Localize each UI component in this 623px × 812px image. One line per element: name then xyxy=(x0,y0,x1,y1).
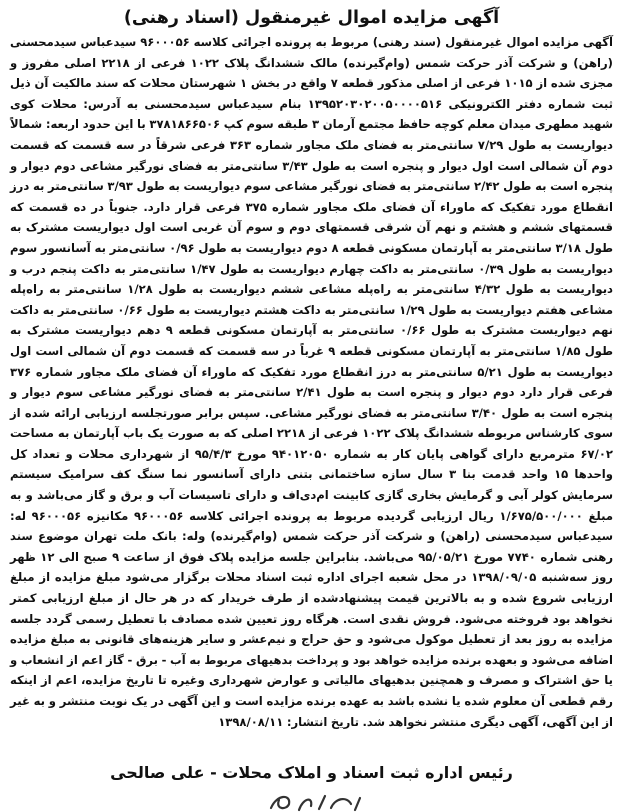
notice-body: آگهی مزایده اموال غیرمنقول (سند رهنی) مربوط به پرونده اجرائی کلاسه ۹۶۰۰۰۵۶ سیدعباس سیدمحسنی (راهن) و شرکت آذر حرکت شمس (وام‌گیرنده) مالک ششدانگ پلاک ۱۰۲۲ فرعی از ۲۲۱۸ اصلی مفروز و مجزی شده از ۱۰۱۵ فرعی از اصلی مذکور قطعه ۷ واقع در بخش ۱ شهرستان محلات که سند مالکیت آن ذیل ثبت شماره دفتر الکترونیکی ۱۳۹۵۲۰۳۰۲۰۰۵۰۰۰۰۵۱۶ بنام سیدعباس سیدمحسنی به آدرس: محلات کوی شهید مطهری میدان معلم کوچه حافظ مجتمع آرمان ۳ طبقه سوم کپ ۳۷۸۱۸۶۶۵۰۶ با این حدود اربعه: شمالاً دیواریست به طول ۷/۲۹ سانتی‌متر به فضای ملک مجاور شماره ۳۶۳ فرعی شرقاً در سه قسمت که قسمت دوم آن شمالی است اول دیوار و پنجره است به طول ۳/۴۳ سانتی‌متر به فضای نورگیر مشاعی دوم دیوار و پنجره است به طول ۲/۴۲ سانتی‌متر به فضای نورگیر مشاعی سوم دیواریست به طول ۳/۹۳ سانتی‌متر به درز انقطاع مورد تفکیک که ماوراء آن فضای ملک مجاور شماره ۳۷۵ فرعی قرار دارد. جنوباً در ده قسمت که قسمتهای ششم و هشتم و نهم آن شرقی قسمتهای دوم و سوم آن غربی است اول دیواریست مشترک به طول ۳/۱۸ سانتی‌متر به آپارتمان مسکونی قطعه ۸ دوم دیواریست به طول ۰/۹۶ سانتی‌متر به آسانسور سوم دیواریست به طول ۰/۳۹ سانتی‌متر به داکت چهارم دیواریست به طول ۱/۴۷ سانتی‌متر به داکت پنجم درب و دیواریست به طول ۴/۳۲ سانتی‌متر به راه‌پله مشاعی ششم دیواریست به طول ۱/۲۸ سانتی‌متر به راه‌پله مشاعی هفتم دیواریست به طول ۱/۲۹ سانتی‌متر به داکت هشتم دیواریست به طول ۰/۶۶ سانتی‌متر به داکت نهم دیواریست مشترک به طول ۰/۶۶ سانتی‌متر به آپارتمان مسکونی قطعه ۹ دهم دیواریست مشترک به طول ۱/۸۵ سانتی‌متر به آپارتمان مسکونی قطعه ۹ غرباً در سه قسمت که قسمت دوم آن شمالی است اول دیواریست به طول ۵/۲۱ سانتی‌متر به درز انقطاع مورد تفکیک که ماوراء آن فضای ملک مجاور شماره ۳۷۶ فرعی قرار دارد دوم دیوار و پنجره است به طول ۲/۴۱ سانتی‌متر به فضای نورگیر مشاعی سوم دیوار و پنجره است به طول ۳/۴۰ سانتی‌متر به فضای نورگیر مشاعی. سپس برابر صورتجلسه ارزیابی ارائه شده از سوی کارشناس مربوطه ششدانگ پلاک ۱۰۲۲ فرعی از ۲۲۱۸ اصلی که به صورت یک باب آپارتمان به مساحت ۶۷/۰۲ مترمربع دارای گواهی پایان کار به شماره ۹۴۰۱۲۰۵۰ مورخ ۹۵/۴/۳ از شهرداری محلات و تعداد کل واحدها ۱۵ واحد قدمت بنا ۳ سال سازه ساختمانی بتنی دارای آسانسور نما سنگ کف سرامیک سیستم سرمایش کولر آبی و گرمایش بخاری گازی کابینت ام‌دی‌اف و دارای تاسیسات آب و برق و گاز می‌باشد و به مبلغ ۱/۶۷۵/۵۰۰/۰۰۰ ریال ارزیابی گردیده مربوط به پرونده اجرائی کلاسه ۹۶۰۰۰۵۶ مکانیزه ۹۶۰۰۰۵۶ له: سیدعباس سیدمحسنی (راهن) و شرکت آذر حرکت شمس (وام‌گیرنده) وله: بانک ملت تهران موضوع سند رهنی شماره ۷۷۴۰ مورخ ۹۵/۰۵/۲۱ می‌باشد. بنابراین جلسه مزایده پلاک فوق از ساعت ۹ صبح الی ۱۲ ظهر روز سه‌شنبه ۱۳۹۸/۰۹/۰۵ در محل شعبه اجرای اداره ثبت اسناد محلات برگزار می‌شود مبلغ مزایده از مبلغ ارزیابی شروع شده و به بالاترین قیمت پیشنهادشده از طرف خریدار که در هر حال از مبلغ ارزیابی کمتر نخواهد بود فروخته می‌شود. فروش نقدی است. هرگاه روز تعیین شده مصادف با تعطیل رسمی گردد جلسه مزایده به روز بعد از تعطیل موکول می‌شود و حق حراج و نیم‌عشر و سایر هزینه‌های قانونی به مبلغ مزایده اضافه می‌شود و بعهده برنده مزایده خواهد بود و پرداخت بدهیهای مربوط به آب - برق - گاز اعم از انشعاب و یا حق اشتراک و مصرف و همچنین بدهیهای مالیاتی و عوارض شهرداری وغیره تا تاریخ مزایده، اعم از اینکه رقم قطعی آن معلوم شده یا نشده باشد به عهده برنده مزایده است و این آگهی در یک نوبت منتشر و به غیر از این آگهی، آگهی دیگری منتشر نخواهد شد. تاریخ انتشار: ۱۳۹۸/۰۸/۱۱ xyxy=(10,35,614,729)
handwritten-mark-icon xyxy=(265,790,365,812)
notice-signature: رئیس اداره ثبت اسناد و املاک محلات - علی صالحی xyxy=(110,763,513,782)
notice-title: آگهی مزایده اموال غیرمنقول (اسناد رهنی) xyxy=(123,8,500,28)
